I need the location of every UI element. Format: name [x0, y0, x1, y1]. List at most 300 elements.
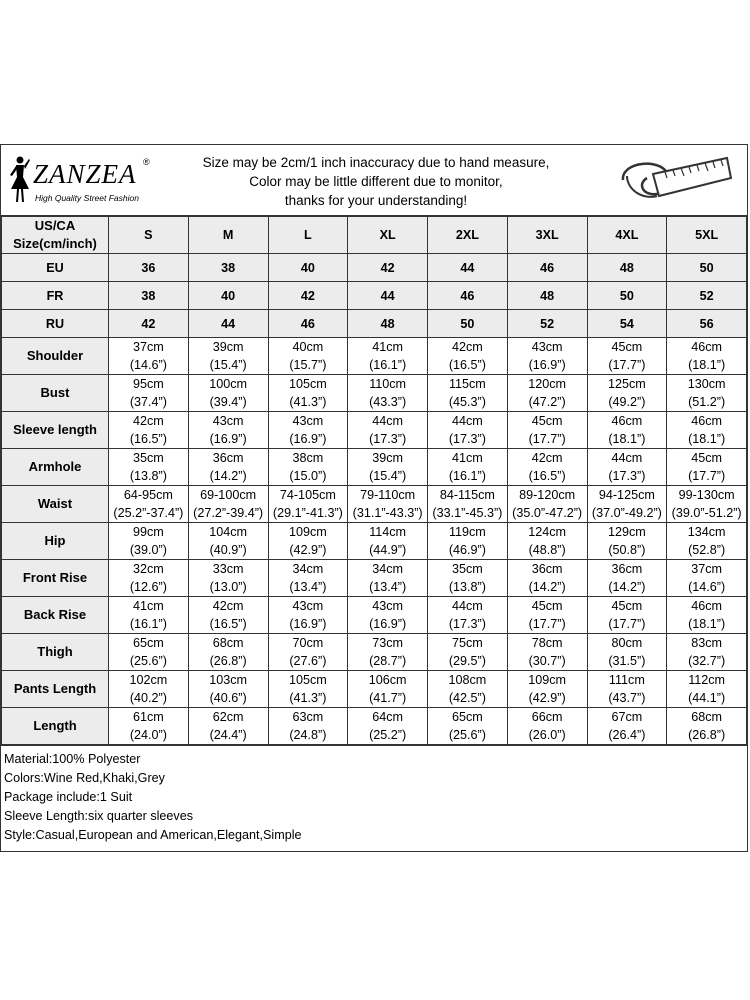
- measurement-inch: (28.7”): [369, 654, 407, 668]
- measurement-cm: 42cm: [212, 599, 244, 613]
- measurement-inch: (17.7”): [528, 617, 566, 631]
- conversion-value: 40: [268, 254, 348, 282]
- measurement-inch: (31.5”): [608, 654, 646, 668]
- measurement-cell: [507, 412, 587, 449]
- brand-tagline: High Quality Street Fashion: [35, 193, 139, 203]
- measurement-inch: (16.9”): [289, 432, 327, 446]
- measurement-inch: (46.9”): [448, 543, 486, 557]
- measurement-cell: [428, 375, 508, 412]
- measurement-inch: (14.2”): [209, 469, 247, 483]
- measurement-inch: (40.9”): [209, 543, 247, 557]
- conversion-value: 36: [109, 254, 189, 282]
- measurement-label: Bust: [2, 375, 109, 412]
- measurement-cell: [109, 671, 189, 708]
- measurement-cell: [268, 634, 348, 671]
- measurement-inch: (24.8”): [289, 728, 327, 742]
- conversion-value: 38: [109, 282, 189, 310]
- conversion-value: 44: [428, 254, 508, 282]
- measurement-cm: 125cm: [607, 377, 646, 391]
- note-sleeve-length: Sleeve Length:six quarter sleeves: [4, 809, 194, 823]
- measurement-inch: (13.4”): [289, 580, 327, 594]
- measurement-cell: [667, 597, 747, 634]
- measurement-cm: 34cm: [292, 562, 324, 576]
- note-colors: Colors:Wine Red,Khaki,Grey: [4, 771, 165, 785]
- measurement-cm: 111cm: [608, 673, 645, 687]
- measurement-inch: (37.4”): [129, 395, 167, 409]
- measurement-cm: 46cm: [691, 340, 723, 354]
- measurement-cell: [507, 449, 587, 486]
- measurement-cm: 43cm: [292, 599, 324, 613]
- measurement-inch: (44.1”): [688, 691, 726, 705]
- measurement-cell: [268, 486, 348, 523]
- measurement-inch: (13.4”): [369, 580, 407, 594]
- conversion-value: 50: [587, 282, 667, 310]
- measurement-cell: [667, 338, 747, 375]
- conversion-value: 48: [587, 254, 667, 282]
- measurement-cell: [348, 597, 428, 634]
- measurement-inch: (18.1”): [688, 358, 726, 372]
- measurement-cell: [428, 708, 508, 745]
- registered-mark: ®: [143, 157, 150, 167]
- measurement-inch: (17.7”): [608, 617, 646, 631]
- measurement-cell: [587, 560, 667, 597]
- measurement-cell: [428, 597, 508, 634]
- measurement-cell: [667, 560, 747, 597]
- measurement-cm: 104cm: [209, 525, 248, 539]
- measurement-cm: 84-115cm: [439, 488, 495, 502]
- size-header: 3XL: [507, 217, 587, 254]
- measurement-cell: [428, 634, 508, 671]
- measurement-inch: (47.2”): [528, 395, 566, 409]
- measurement-cm: 44cm: [451, 599, 483, 613]
- measurement-inch: (14.2”): [528, 580, 566, 594]
- measurement-cell: [268, 338, 348, 375]
- measurement-cm: 43cm: [212, 414, 244, 428]
- measurement-cm: 39cm: [372, 451, 404, 465]
- measurement-inch: (16.9”): [528, 358, 566, 372]
- conversion-value: 44: [188, 310, 268, 338]
- measurement-inch: (17.7”): [608, 358, 646, 372]
- measurement-cm: 45cm: [531, 599, 563, 613]
- measurement-cm: 114cm: [369, 525, 407, 539]
- measurement-cell: [667, 523, 747, 560]
- measurement-cell: [428, 412, 508, 449]
- measurement-cm: 40cm: [292, 340, 324, 354]
- measurement-cell: [667, 671, 747, 708]
- measurement-cell: [587, 486, 667, 523]
- measurement-cell: [109, 338, 189, 375]
- conversion-value: 48: [507, 282, 587, 310]
- measurement-cell: [268, 449, 348, 486]
- measurement-label: Back Rise: [2, 597, 109, 634]
- measurement-inch: (25.2”-37.4”): [113, 506, 184, 520]
- size-header: XL: [348, 217, 428, 254]
- measurement-inch: (32.7”): [688, 654, 726, 668]
- measurement-cell: [587, 375, 667, 412]
- measurement-inch: (26.8”): [209, 654, 247, 668]
- measurement-cell: [428, 338, 508, 375]
- measurement-inch: (13.8”): [448, 580, 486, 594]
- measurement-inch: (30.7”): [528, 654, 566, 668]
- measurement-cell: [587, 634, 667, 671]
- measurement-cm: 38cm: [292, 451, 324, 465]
- measurement-cell: [507, 560, 587, 597]
- measurement-cell: [348, 486, 428, 523]
- corner-label-line: US/CA: [34, 218, 76, 233]
- measurement-cm: 41cm: [132, 599, 164, 613]
- measurement-row: [2, 486, 747, 523]
- measurement-inch: (24.0”): [129, 728, 167, 742]
- measurement-inch: (16.9”): [369, 617, 407, 631]
- measurement-cm: 42cm: [451, 340, 483, 354]
- measurement-cell: [587, 597, 667, 634]
- measurement-cell: [667, 708, 747, 745]
- measurement-inch: (15.7”): [289, 358, 327, 372]
- measurement-cm: 43cm: [372, 599, 404, 613]
- measurement-cm: 68cm: [212, 636, 244, 650]
- size-chart: [0, 144, 748, 852]
- measurement-inch: (16.9”): [209, 432, 247, 446]
- measurement-inch: (37.0”-49.2”): [591, 506, 662, 520]
- measurement-cm: 44cm: [372, 414, 404, 428]
- measurement-inch: (17.7”): [528, 432, 566, 446]
- measurement-cm: 99-130cm: [678, 488, 735, 502]
- measurement-row: [2, 523, 747, 560]
- conversion-value: 42: [348, 254, 428, 282]
- measurement-cm: 119cm: [448, 525, 486, 539]
- measurement-cell: [268, 671, 348, 708]
- measurement-cell: [268, 412, 348, 449]
- measurement-inch: (25.2”): [369, 728, 407, 742]
- measurement-inch: (48.8”): [528, 543, 566, 557]
- measurement-row: [2, 338, 747, 375]
- measurement-cell: [188, 486, 268, 523]
- measurement-cell: [268, 523, 348, 560]
- measurement-cm: 45cm: [611, 340, 643, 354]
- measurement-inch: (18.1”): [608, 432, 646, 446]
- measurement-cell: [507, 338, 587, 375]
- measurement-cm: 108cm: [448, 673, 487, 687]
- measurement-inch: (16.1”): [129, 617, 167, 631]
- measurement-cm: 46cm: [691, 414, 723, 428]
- conversion-label: EU: [2, 254, 109, 282]
- measurement-cm: 78cm: [531, 636, 563, 650]
- measurement-cell: [268, 597, 348, 634]
- measurement-inch: (24.4”): [209, 728, 247, 742]
- conversion-value: 52: [667, 282, 747, 310]
- measurement-cell: [109, 560, 189, 597]
- measurement-cell: [109, 708, 189, 745]
- measurement-cm: 89-120cm: [519, 488, 576, 502]
- measurement-inch: (26.8”): [688, 728, 726, 742]
- measurement-cm: 64cm: [372, 710, 404, 724]
- measurement-label: Armhole: [2, 449, 109, 486]
- measurement-row: [2, 708, 747, 745]
- measurement-cell: [587, 449, 667, 486]
- chart-header: [1, 145, 747, 216]
- measurement-cm: 43cm: [292, 414, 324, 428]
- measurement-cell: [428, 523, 508, 560]
- measurement-cell: [188, 634, 268, 671]
- measurement-cm: 43cm: [531, 340, 563, 354]
- measurement-cm: 33cm: [212, 562, 244, 576]
- measurement-cm: 66cm: [531, 710, 563, 724]
- measurement-cm: 73cm: [372, 636, 404, 650]
- measurement-cm: 63cm: [292, 710, 324, 724]
- measurement-cell: [507, 671, 587, 708]
- measurement-cm: 45cm: [531, 414, 563, 428]
- measurement-inch: (27.6”): [289, 654, 327, 668]
- measurement-notice: [191, 153, 561, 210]
- measurement-inch: (17.3”): [608, 469, 646, 483]
- measurement-inch: (43.3”): [369, 395, 407, 409]
- conversion-value: 50: [428, 310, 508, 338]
- measurement-cm: 45cm: [691, 451, 723, 465]
- measurement-cell: [587, 412, 667, 449]
- measurement-cell: [667, 375, 747, 412]
- measurement-inch: (29.5”): [448, 654, 486, 668]
- conversion-value: 46: [428, 282, 508, 310]
- conversion-label: RU: [2, 310, 109, 338]
- measurement-cell: [507, 634, 587, 671]
- measurement-cell: [109, 486, 189, 523]
- measurement-cm: 109cm: [528, 673, 567, 687]
- measurement-cell: [109, 597, 189, 634]
- measurement-cell: [268, 708, 348, 745]
- measurement-inch: (42.9”): [289, 543, 327, 557]
- measurement-cm: 124cm: [528, 525, 567, 539]
- measurement-label: Waist: [2, 486, 109, 523]
- measurement-inch: (14.2”): [608, 580, 646, 594]
- measurement-inch: (50.8”): [608, 543, 646, 557]
- measurement-inch: (31.1”-43.3”): [352, 506, 423, 520]
- measurement-cm: 37cm: [132, 340, 164, 354]
- measurement-inch: (35.0”-47.2”): [512, 506, 583, 520]
- measurement-cm: 94-125cm: [598, 488, 655, 502]
- measurement-cm: 45cm: [611, 599, 643, 613]
- measurement-cm: 95cm: [132, 377, 164, 391]
- measurement-cm: 75cm: [451, 636, 483, 650]
- measurement-inch: (17.3”): [369, 432, 407, 446]
- measurement-cm: 100cm: [209, 377, 248, 391]
- measurement-cm: 32cm: [132, 562, 164, 576]
- measurement-cm: 35cm: [451, 562, 483, 576]
- measurement-label: Hip: [2, 523, 109, 560]
- measurement-cm: 69-100cm: [200, 488, 257, 502]
- measurement-inch: (39.0”): [129, 543, 167, 557]
- measurement-cm: 129cm: [607, 525, 646, 539]
- measurement-inch: (14.6”): [688, 580, 726, 594]
- measurement-row: [2, 597, 747, 634]
- measurement-inch: (49.2”): [608, 395, 646, 409]
- measurement-cell: [428, 671, 508, 708]
- measurement-cell: [188, 597, 268, 634]
- measurement-cm: 62cm: [212, 710, 244, 724]
- measurement-cell: [507, 708, 587, 745]
- measurement-cell: [507, 486, 587, 523]
- measurement-cell: [348, 708, 428, 745]
- measurement-row: [2, 449, 747, 486]
- conversion-value: 46: [268, 310, 348, 338]
- conversion-value: 46: [507, 254, 587, 282]
- size-header: M: [188, 217, 268, 254]
- measurement-cell: [188, 412, 268, 449]
- brand-logo: [7, 155, 157, 207]
- measurement-cell: [348, 449, 428, 486]
- size-table: [1, 216, 747, 745]
- measurement-cell: [348, 412, 428, 449]
- measurement-inch: (18.1”): [688, 617, 726, 631]
- measurement-cell: [587, 708, 667, 745]
- measurement-cm: 99cm: [132, 525, 164, 539]
- conversion-value: 54: [587, 310, 667, 338]
- notice-line: Size may be 2cm/1 inch inaccuracy due to hand measure,: [202, 155, 550, 170]
- measurement-inch: (17.7”): [688, 469, 726, 483]
- measurement-label: Sleeve length: [2, 412, 109, 449]
- brand-name: ZANZEA: [33, 159, 137, 189]
- woman-silhouette-icon: [7, 155, 33, 205]
- measurement-inch: (39.4”): [209, 395, 247, 409]
- measurement-cell: [667, 412, 747, 449]
- measurement-cell: [348, 523, 428, 560]
- measurement-cell: [109, 412, 189, 449]
- measurement-row: [2, 375, 747, 412]
- measurement-cell: [348, 560, 428, 597]
- size-header: 4XL: [587, 217, 667, 254]
- measurement-cm: 36cm: [212, 451, 244, 465]
- measurement-cell: [268, 560, 348, 597]
- conversion-value: 56: [667, 310, 747, 338]
- measurement-cm: 74-105cm: [279, 488, 336, 502]
- measurement-inch: (14.6”): [129, 358, 167, 372]
- measurement-cell: [428, 486, 508, 523]
- measurement-cm: 44cm: [611, 451, 643, 465]
- measurement-cm: 41cm: [451, 451, 483, 465]
- measurement-inch: (42.9”): [528, 691, 566, 705]
- measurement-inch: (41.3”): [289, 395, 327, 409]
- measurement-cm: 61cm: [132, 710, 164, 724]
- measurement-cm: 120cm: [528, 377, 567, 391]
- measurement-inch: (40.6”): [209, 691, 247, 705]
- measurement-cm: 42cm: [531, 451, 563, 465]
- measurement-cm: 105cm: [288, 673, 327, 687]
- conversion-value: 42: [268, 282, 348, 310]
- measurement-cm: 65cm: [132, 636, 164, 650]
- measurement-cell: [268, 375, 348, 412]
- measurement-cm: 134cm: [687, 525, 726, 539]
- measurement-cm: 115cm: [448, 377, 486, 391]
- measurement-inch: (13.0”): [209, 580, 247, 594]
- measurement-cm: 103cm: [209, 673, 248, 687]
- corner-label: [2, 217, 109, 254]
- measurement-cell: [507, 597, 587, 634]
- measurement-cell: [587, 523, 667, 560]
- measurement-inch: (13.8”): [129, 469, 167, 483]
- measurement-inch: (25.6”): [129, 654, 167, 668]
- measurement-cm: 70cm: [292, 636, 324, 650]
- measurement-cm: 35cm: [132, 451, 164, 465]
- measurement-cell: [587, 338, 667, 375]
- notice-line: Color may be little different due to monitor,: [249, 174, 503, 189]
- measurement-cm: 79-110cm: [360, 488, 416, 502]
- measurement-cell: [188, 375, 268, 412]
- measurement-cm: 102cm: [129, 673, 168, 687]
- measurement-inch: (17.3”): [448, 432, 486, 446]
- note-style: Style:Casual,European and American,Elegant,Simple: [4, 828, 302, 842]
- measurement-inch: (16.5”): [129, 432, 167, 446]
- measurement-cell: [188, 338, 268, 375]
- measurement-inch: (15.4”): [209, 358, 247, 372]
- measurement-cell: [667, 486, 747, 523]
- measurement-inch: (42.5”): [448, 691, 486, 705]
- measurement-inch: (16.5”): [448, 358, 486, 372]
- measurement-cell: [428, 560, 508, 597]
- measurement-inch: (16.9”): [289, 617, 327, 631]
- measurement-label: Length: [2, 708, 109, 745]
- size-header-row: [2, 217, 747, 254]
- measurement-cell: [507, 375, 587, 412]
- size-header: 2XL: [428, 217, 508, 254]
- measurement-cell: [587, 671, 667, 708]
- conversion-value: 44: [348, 282, 428, 310]
- measurement-cm: 65cm: [451, 710, 483, 724]
- measurement-row: [2, 634, 747, 671]
- measurement-inch: (51.2”): [688, 395, 726, 409]
- measurement-inch: (12.6”): [129, 580, 167, 594]
- conversion-value: 38: [188, 254, 268, 282]
- measurement-cell: [188, 449, 268, 486]
- conversion-value: 42: [109, 310, 189, 338]
- measurement-label: Shoulder: [2, 338, 109, 375]
- measurement-cm: 36cm: [531, 562, 563, 576]
- measurement-cell: [667, 449, 747, 486]
- measurement-cell: [667, 634, 747, 671]
- measurement-cm: 83cm: [691, 636, 723, 650]
- measurement-row: [2, 560, 747, 597]
- size-header: L: [268, 217, 348, 254]
- measurement-inch: (29.1”-41.3”): [272, 506, 343, 520]
- measurement-inch: (16.5”): [209, 617, 247, 631]
- conversion-value: 50: [667, 254, 747, 282]
- measurement-row: [2, 412, 747, 449]
- conversion-value: 52: [507, 310, 587, 338]
- measurement-cell: [188, 708, 268, 745]
- measurement-inch: (40.2”): [129, 691, 167, 705]
- measurement-cm: 46cm: [611, 414, 643, 428]
- measurement-cm: 110cm: [369, 377, 407, 391]
- measurement-inch: (41.3”): [289, 691, 327, 705]
- measurement-inch: (15.0”): [289, 469, 327, 483]
- conversion-row: [2, 254, 747, 282]
- measurement-cm: 37cm: [691, 562, 723, 576]
- measurement-inch: (26.0”): [528, 728, 566, 742]
- product-notes: [1, 745, 747, 851]
- measurement-inch: (52.8”): [688, 543, 726, 557]
- measurement-cm: 105cm: [288, 377, 327, 391]
- measurement-inch: (39.0”-51.2”): [671, 506, 742, 520]
- corner-label-line: Size(cm/inch): [13, 236, 97, 251]
- measurement-cm: 130cm: [687, 377, 726, 391]
- measurement-inch: (18.1”): [688, 432, 726, 446]
- measurement-cell: [109, 634, 189, 671]
- measurement-cm: 41cm: [372, 340, 404, 354]
- conversion-row: [2, 310, 747, 338]
- measurement-cm: 68cm: [691, 710, 723, 724]
- measurement-label: Thigh: [2, 634, 109, 671]
- measurement-inch: (27.2”-39.4”): [193, 506, 264, 520]
- measurement-cm: 112cm: [688, 673, 726, 687]
- measurement-cm: 44cm: [451, 414, 483, 428]
